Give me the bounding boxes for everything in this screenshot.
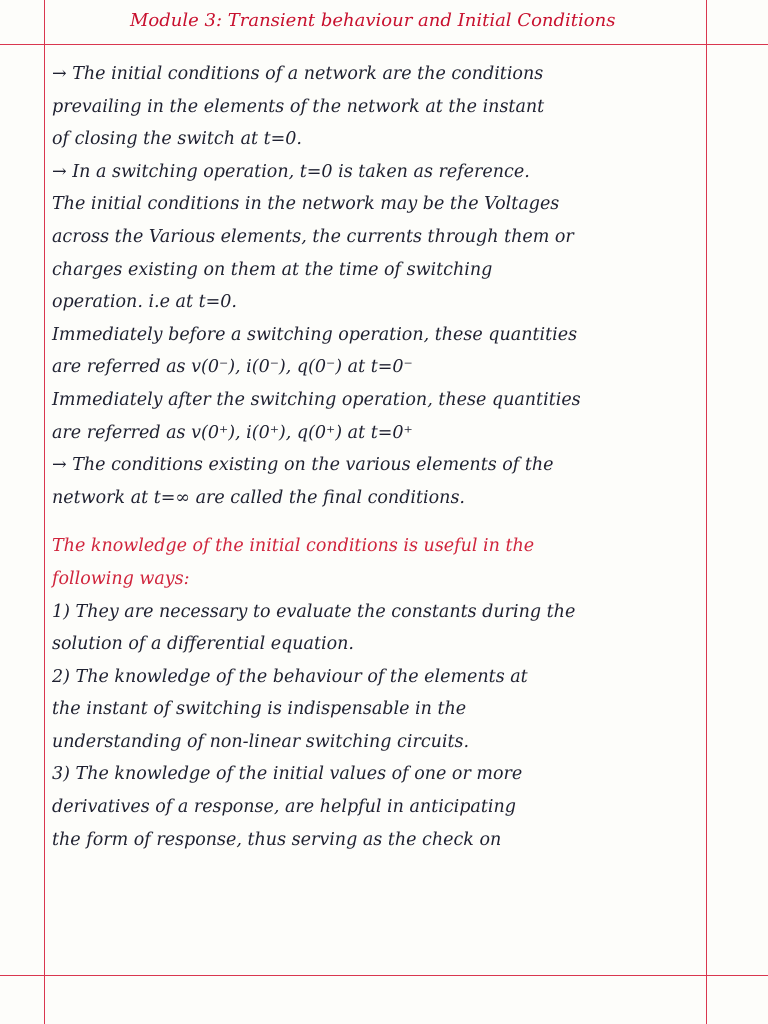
spacer — [52, 514, 712, 530]
text-line: understanding of non-linear switching circuits. — [52, 731, 470, 752]
text-line: derivatives of a response, are helpful in anticipating — [52, 797, 516, 818]
text-line: operation. i.e at t=0. — [52, 292, 237, 313]
text-line: The initial conditions in the network may be the Voltages — [52, 194, 560, 215]
top-rule-line — [0, 44, 768, 45]
text-line: are referred as v(0⁺), i(0⁺), q(0⁺) at t=0⁺ — [52, 422, 413, 443]
bottom-rule-line — [0, 975, 768, 976]
text-line: 2) The knowledge of the behaviour of the elements at — [52, 666, 528, 687]
notes-body — [52, 58, 712, 856]
text-line: → The conditions existing on the various elements of the — [52, 455, 554, 476]
text-line: Immediately after the switching operation, these quantities — [52, 389, 581, 410]
page-title: Module 3: Transient behaviour and Initial Conditions — [130, 10, 616, 31]
section-heading-line: The knowledge of the initial conditions is useful in the — [52, 536, 535, 557]
text-line: Immediately before a switching operation, these quantities — [52, 324, 578, 345]
text-line: of closing the switch at t=0. — [52, 129, 302, 150]
left-margin-line — [44, 0, 45, 1024]
text-line: across the Various elements, the currents through them or — [52, 226, 574, 247]
text-line: network at t=∞ are called the final conditions. — [52, 487, 465, 508]
text-line: → In a switching operation, t=0 is taken as reference. — [52, 161, 530, 182]
text-line: the instant of switching is indispensable in the — [52, 699, 467, 720]
text-line: 1) They are necessary to evaluate the constants during the — [52, 601, 576, 622]
text-line: are referred as v(0⁻), i(0⁻), q(0⁻) at t=0⁻ — [52, 357, 413, 378]
text-line: 3) The knowledge of the initial values of one or more — [52, 764, 523, 785]
text-line: → The initial conditions of a network are the conditions — [52, 64, 544, 84]
text-line: the form of response, thus serving as the check on — [52, 829, 502, 850]
section-heading-line: following ways: — [52, 568, 190, 589]
text-line: solution of a differential equation. — [52, 634, 354, 655]
text-line: charges existing on them at the time of switching — [52, 259, 493, 280]
text-line: prevailing in the elements of the network at the instant — [52, 96, 545, 117]
